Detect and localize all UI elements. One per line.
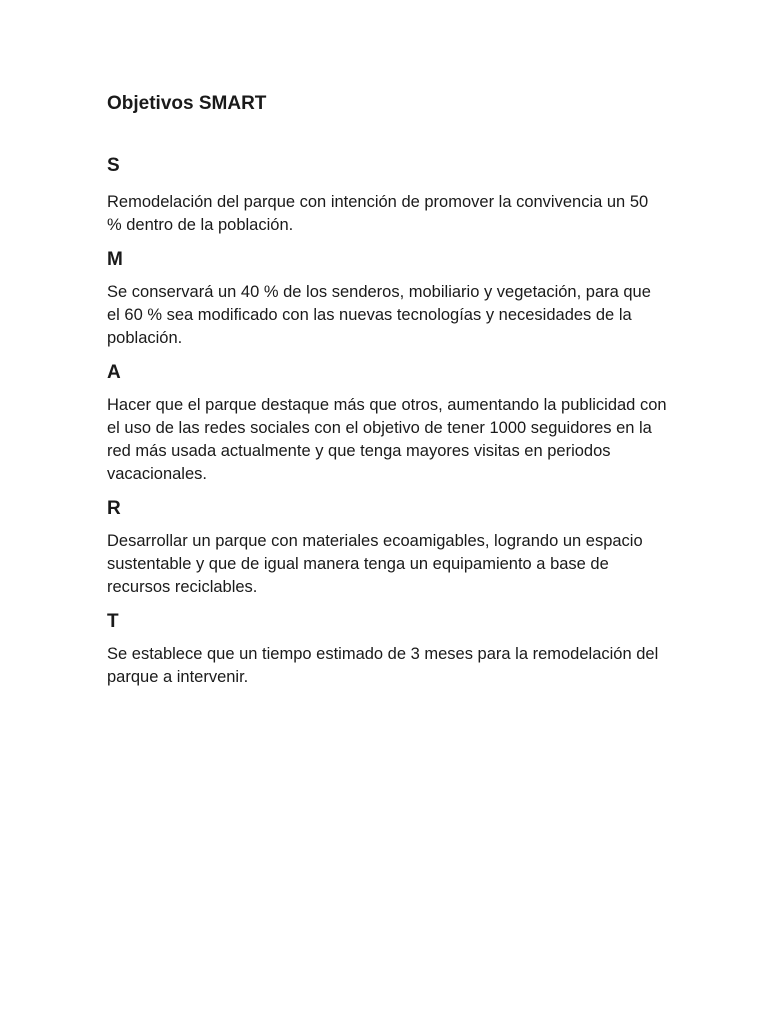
section-text-s: Remodelación del parque con intención de promover la convivencia un 50 % dentro de la población. bbox=[107, 193, 649, 234]
section-text-r: Desarrollar un parque con materiales ecoamigables, logrando un espacio sustentable y que de igual manera tenga un equipamiento a base de recursos reciclables. bbox=[107, 532, 643, 596]
section-text-a: Hacer que el parque destaque más que otros, aumentando la publicidad con el uso de las redes sociales con el objetivo de tener 1000 seguidores en la red más usada actualmente y que tenga mayores visitas en periodos vacacionales. bbox=[107, 396, 667, 483]
section-text-t: Se establece que un tiempo estimado de 3 meses para la remodelación del parque a intervenir. bbox=[107, 645, 659, 686]
section-letter-t: T bbox=[107, 611, 119, 632]
document-page bbox=[107, 91, 667, 689]
section-letter-s: S bbox=[107, 155, 120, 176]
section-text-m: Se conservará un 40 % de los senderos, mobiliario y vegetación, para que el 60 % sea modificado con las nuevas tecnologías y necesidades de la población. bbox=[107, 283, 651, 347]
section-letter-r: R bbox=[107, 498, 121, 519]
section-letter-m: M bbox=[107, 249, 123, 270]
page-title: Objetivos SMART bbox=[107, 93, 267, 114]
section-letter-a: A bbox=[107, 362, 121, 383]
